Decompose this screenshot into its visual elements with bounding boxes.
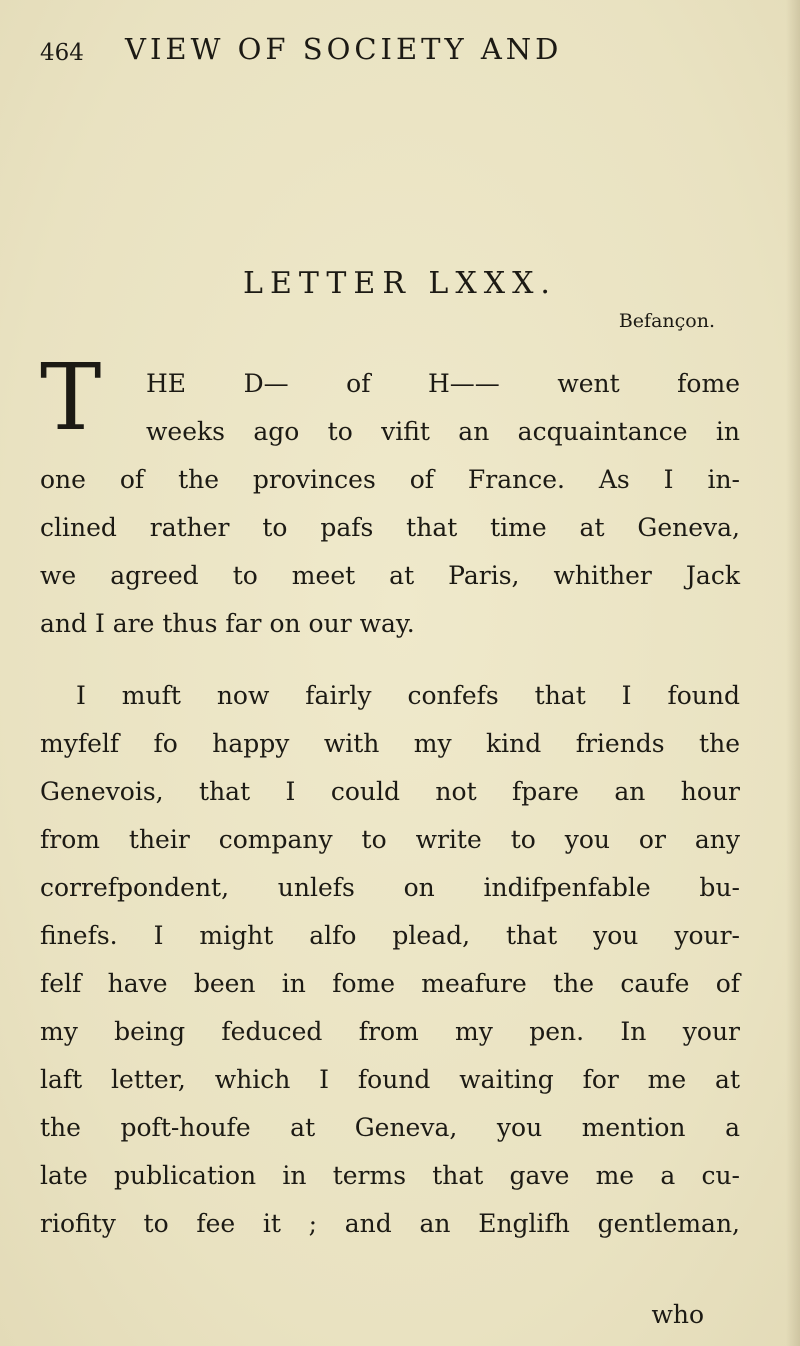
- text-line: I muft now fairly confefs that I found: [76, 681, 740, 710]
- text-line: HE D— of H—— went fome: [146, 369, 740, 398]
- text-line: finefs. I might alfo plead, that you your-: [40, 921, 740, 950]
- letter-place: Befançon.: [618, 310, 715, 332]
- text-line: from their company to write to you or any: [40, 825, 740, 854]
- page-number: 464: [40, 40, 84, 66]
- letter-heading: LETTER LXXX.: [243, 266, 557, 301]
- text-line: late publication in terms that gave me a cu-: [40, 1161, 740, 1190]
- catchword: who: [651, 1300, 704, 1329]
- text-line: the poft-houfe at Geneva, you mention a: [40, 1113, 740, 1142]
- text-line: and I are thus far on our way.: [40, 609, 415, 638]
- page-edge-shadow: [786, 0, 800, 1346]
- text-line: weeks ago to vifit an acquaintance in: [146, 417, 740, 446]
- drop-cap: T: [40, 344, 102, 451]
- text-line: we agreed to meet at Paris, whither Jack: [40, 561, 740, 590]
- text-line: clined rather to pafs that time at Geneva,: [40, 513, 740, 542]
- text-line: laft letter, which I found waiting for me at: [40, 1065, 740, 1094]
- text-line: one of the provinces of France. As I in-: [40, 465, 740, 494]
- page-header: [40, 32, 740, 72]
- text-line: felf have been in fome meafure the caufe of: [40, 969, 740, 998]
- text-line: Genevois, that I could not fpare an hour: [40, 777, 740, 806]
- text-line: my being feduced from my pen. In your: [40, 1017, 740, 1046]
- text-line: riofity to fee it ; and an Englifh gentleman,: [40, 1209, 740, 1238]
- text-line: correfpondent, unlefs on indifpenfable bu-: [40, 873, 740, 902]
- text-line: myfelf fo happy with my kind friends the: [40, 729, 740, 758]
- running-head: VIEW OF SOCIETY AND: [125, 32, 563, 66]
